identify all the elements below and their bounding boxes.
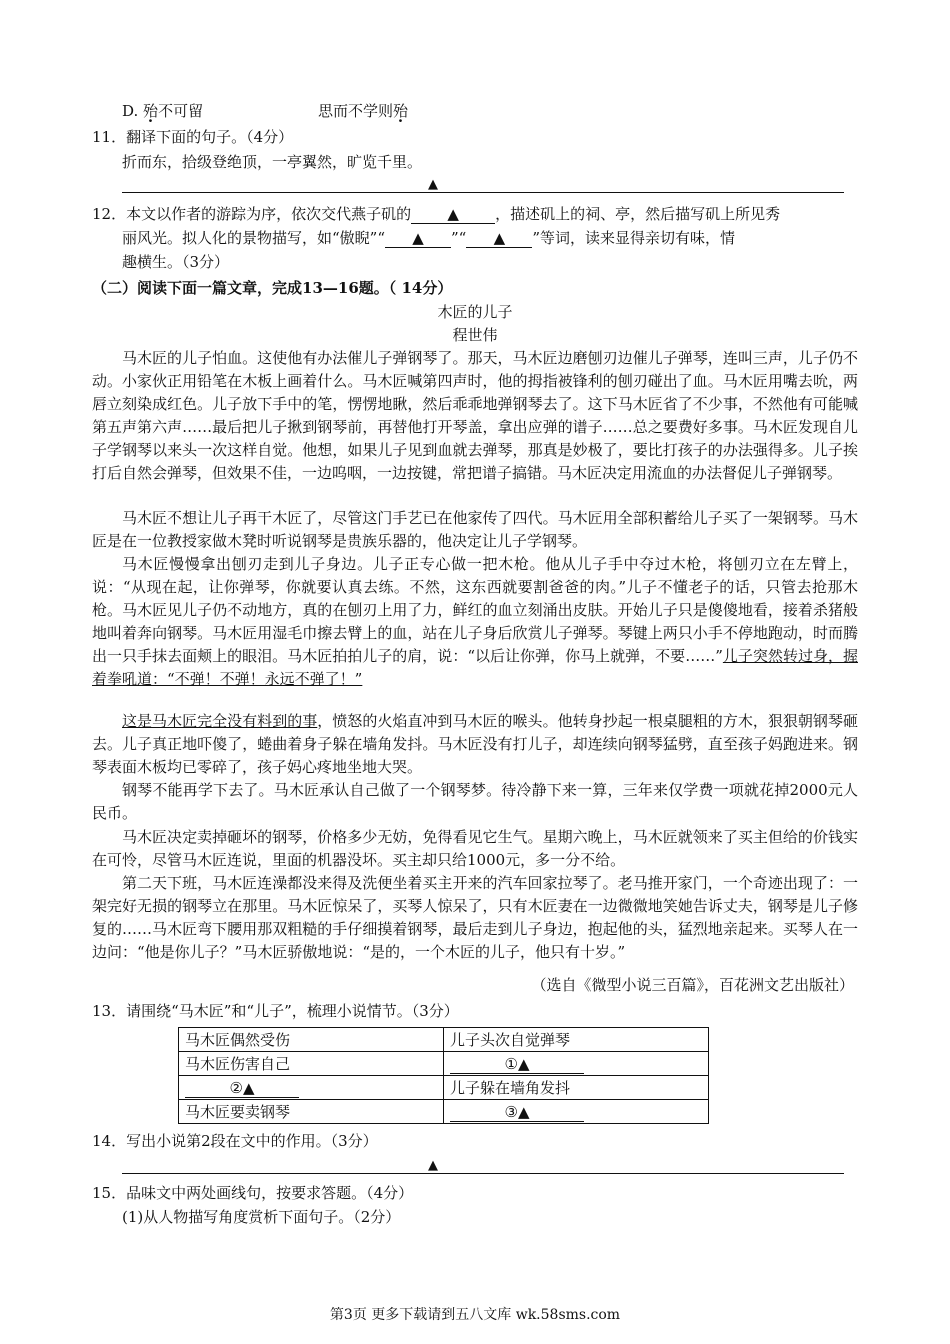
underlined-sentence-1: 儿子突然转过身，握着拳吼道：“不弹！不弹！永远不弹了！” <box>92 646 858 688</box>
story-title: 木匠的儿子 <box>437 303 513 321</box>
q12-text: 丽风光。拟人化的景物描写，如“傲睨”“ <box>122 229 386 247</box>
q15-sub1: (1)从人物描写角度赏析下面句子。（2分） <box>122 1208 401 1226</box>
q11-title: 11．翻译下面的句子。（4分） <box>92 128 294 146</box>
table-cell[interactable] <box>179 1076 444 1100</box>
story-paragraph-3 <box>92 553 858 690</box>
table-row <box>179 1100 709 1124</box>
q10-option-d-word2 <box>318 100 408 122</box>
option-label: D. <box>122 102 139 120</box>
table-row <box>179 1028 709 1052</box>
story-paragraph-2: 马木匠不想让儿子再干木匠了，尽管这门手艺已在他家传了四代。马木匠用全部积蓄给儿子买了一架钢琴。马木匠是在一位教授家做木凳时听说钢琴是贵族乐器的，他决定让儿子学钢琴。 <box>92 509 858 550</box>
q12-text: ”等词，读来显得亲切有味，情 <box>532 229 736 247</box>
table-row <box>179 1076 709 1100</box>
option-text: 思而不学则 <box>318 102 394 120</box>
table-cell: 马木匠偶然受伤 <box>179 1028 444 1052</box>
story-author: 程世伟 <box>452 326 498 344</box>
q12-blank-1[interactable]: ▲ <box>411 205 495 224</box>
q12-blank-2[interactable]: ▲ <box>385 229 451 248</box>
story-paragraph-1: 马木匠的儿子怕血。这使他有办法催儿子弹钢琴了。那天，马木匠边磨刨刃边催儿子弹琴，连叫三声，儿子仍不动。小家伙正用铅笔在木板上画着什么。马木匠喊第四声时，他的拇指被锋利的刨刃碰出了血。马木匠用嘴去吮，两唇立刻染成红色。儿子放下手中的笔，愣愣地瞅，然后乖乖地弹钢琴去了。这下马木匠省了不少事，不然他有可能喊第五声第六声……最后把儿子揪到钢琴前，再替他打开琴盖，拿出应弹的谱子……总之要费好多事。马木匠发现自儿子学钢琴以来头一次这样自觉。他想，如果儿子见到血就去弹琴，那真是妙极了，要比打孩子的办法强得多。儿子挨打后自然会弹琴，但效果不佳，一边呜咽，一边按键，常把谱子搞错。马木匠决定用流血的办法督促儿子弹钢琴。 <box>92 349 858 482</box>
q13-blank-1[interactable]: ①▲ <box>450 1055 584 1074</box>
q14-answer-line[interactable] <box>122 1172 844 1174</box>
answer-marker-icon: ▲ <box>428 177 438 192</box>
emphasis-char: 殆 <box>143 102 159 120</box>
story-text: ，愤怒的火焰直冲到马木匠的喉头。他转身抄起一根桌腿粗的方木，狠狠朝钢琴砸去。儿子真正地吓傻了，蜷曲着身子躲在墙角发抖。马木匠没有打儿子，却连续向钢琴猛劈，直至孩子妈跑进来。钢琴表面木板均已零碎了，孩子妈心疼地坐地大哭。 <box>92 712 858 776</box>
q13-title: 13．请围绕“马木匠”和“儿子”，梳理小说情节。（3分） <box>92 1002 459 1020</box>
story-paragraph-4 <box>92 710 858 779</box>
story-text: 马木匠慢慢拿出刨刃走到儿子身边。儿子正专心做一把木枪。他从儿子手中夺过木枪，将刨刃立在左臂上，说：“从现在起，让你弹琴，你就要认真去练。不然，这东西就要割爸爸的肉。”儿子不懂老子的话，只管去抢那木枪。马木匠见儿子仍不动地方，真的在刨刃上用了力，鲜红的血立刻涌出皮肤。开始儿子只是傻傻地看，接着杀猪般地叫着奔向钢琴。马木匠用湿毛巾擦去臂上的血，站在儿子身后欣赏儿子弹琴。琴键上两只小手不停地跑动，时而腾出一只手抹去面颊上的眼泪。马木匠拍拍儿子的肩，说：“以后让你弹，你马上就弹，不要……” <box>92 555 858 665</box>
table-cell[interactable] <box>444 1100 709 1124</box>
story-paragraph-6: 马木匠决定卖掉砸坏的钢琴，价格多少无妨，免得看见它生气。星期六晚上，马木匠就领来了买主但给的价钱实在可怜，尽管马木匠连说，里面的机器没坏。买主却只给1000元，多一分不给。 <box>92 828 858 869</box>
q12-text: 12．本文以作者的游踪为序，依次交代燕子矶的 <box>92 205 412 223</box>
emphasis-char: 殆 <box>393 102 409 120</box>
table-row <box>179 1052 709 1076</box>
table-cell: 儿子躲在墙角发抖 <box>444 1076 709 1100</box>
plot-table <box>178 1027 709 1124</box>
section-heading: （二）阅读下面一篇文章，完成13—16题。（ 14分） <box>92 279 453 297</box>
table-cell: 儿子头次自觉弹琴 <box>444 1028 709 1052</box>
q11-sentence: 折而东，拾级登绝顶，一亭翼然，旷览千里。 <box>122 153 423 171</box>
q12-blank-3[interactable]: ▲ <box>466 229 532 248</box>
table-cell: 马木匠伤害自己 <box>179 1052 444 1076</box>
story-paragraph-5: 钢琴不能再学下去了。马木匠承认自己做了一个钢琴梦。待冷静下来一算，三年来仅学费一项就花掉2000元人民币。 <box>92 781 858 822</box>
story-source: （选自《微型小说三百篇》，百花洲文艺出版社） <box>531 976 854 994</box>
q12-text: ，描述矶上的祠、亭，然后描写矶上所见秀 <box>495 205 781 223</box>
q12-text: ”“ <box>451 229 467 247</box>
q13-blank-3[interactable]: ③▲ <box>450 1103 584 1122</box>
table-cell: 马木匠要卖钢琴 <box>179 1100 444 1124</box>
story-paragraph-7: 第二天下班，马木匠连澡都没来得及洗便坐着买主开来的汽车回家拉琴了。老马推开家门，一个奇迹出现了：一架完好无损的钢琴立在那里。马木匠惊呆了，买琴人惊呆了，只有木匠妻在一边微微地笑她告诉丈夫，钢琴是儿子修复的……马木匠弯下腰用那双粗糙的手仔细摸着钢琴，最后走到儿子身边，抱起他的头，猛烈地亲起来。买琴人在一边问：“他是你儿子？”马木匠骄傲地说：“是的，一个木匠的儿子，他只有十岁。” <box>92 874 858 961</box>
answer-marker-icon: ▲ <box>428 1158 438 1173</box>
q12-line3: 趣横生。（3分） <box>122 253 230 271</box>
q11-answer-line[interactable] <box>122 191 844 193</box>
q12-line1 <box>92 203 780 225</box>
table-cell[interactable] <box>444 1052 709 1076</box>
option-text: 不可留 <box>158 102 204 120</box>
q10-option-d <box>122 100 203 122</box>
q12-line2 <box>122 227 735 249</box>
underlined-sentence-2: 这是马木匠完全没有料到的事 <box>122 712 318 730</box>
q14-title: 14．写出小说第2段在文中的作用。（3分） <box>92 1132 378 1150</box>
q13-blank-2[interactable]: ②▲ <box>185 1079 299 1098</box>
q15-title: 15．品味文中两处画线句，按要求答题。（4分） <box>92 1184 414 1202</box>
page-footer: 第3页 更多下载请到五八文库 wk.58sms.com <box>329 1307 621 1323</box>
